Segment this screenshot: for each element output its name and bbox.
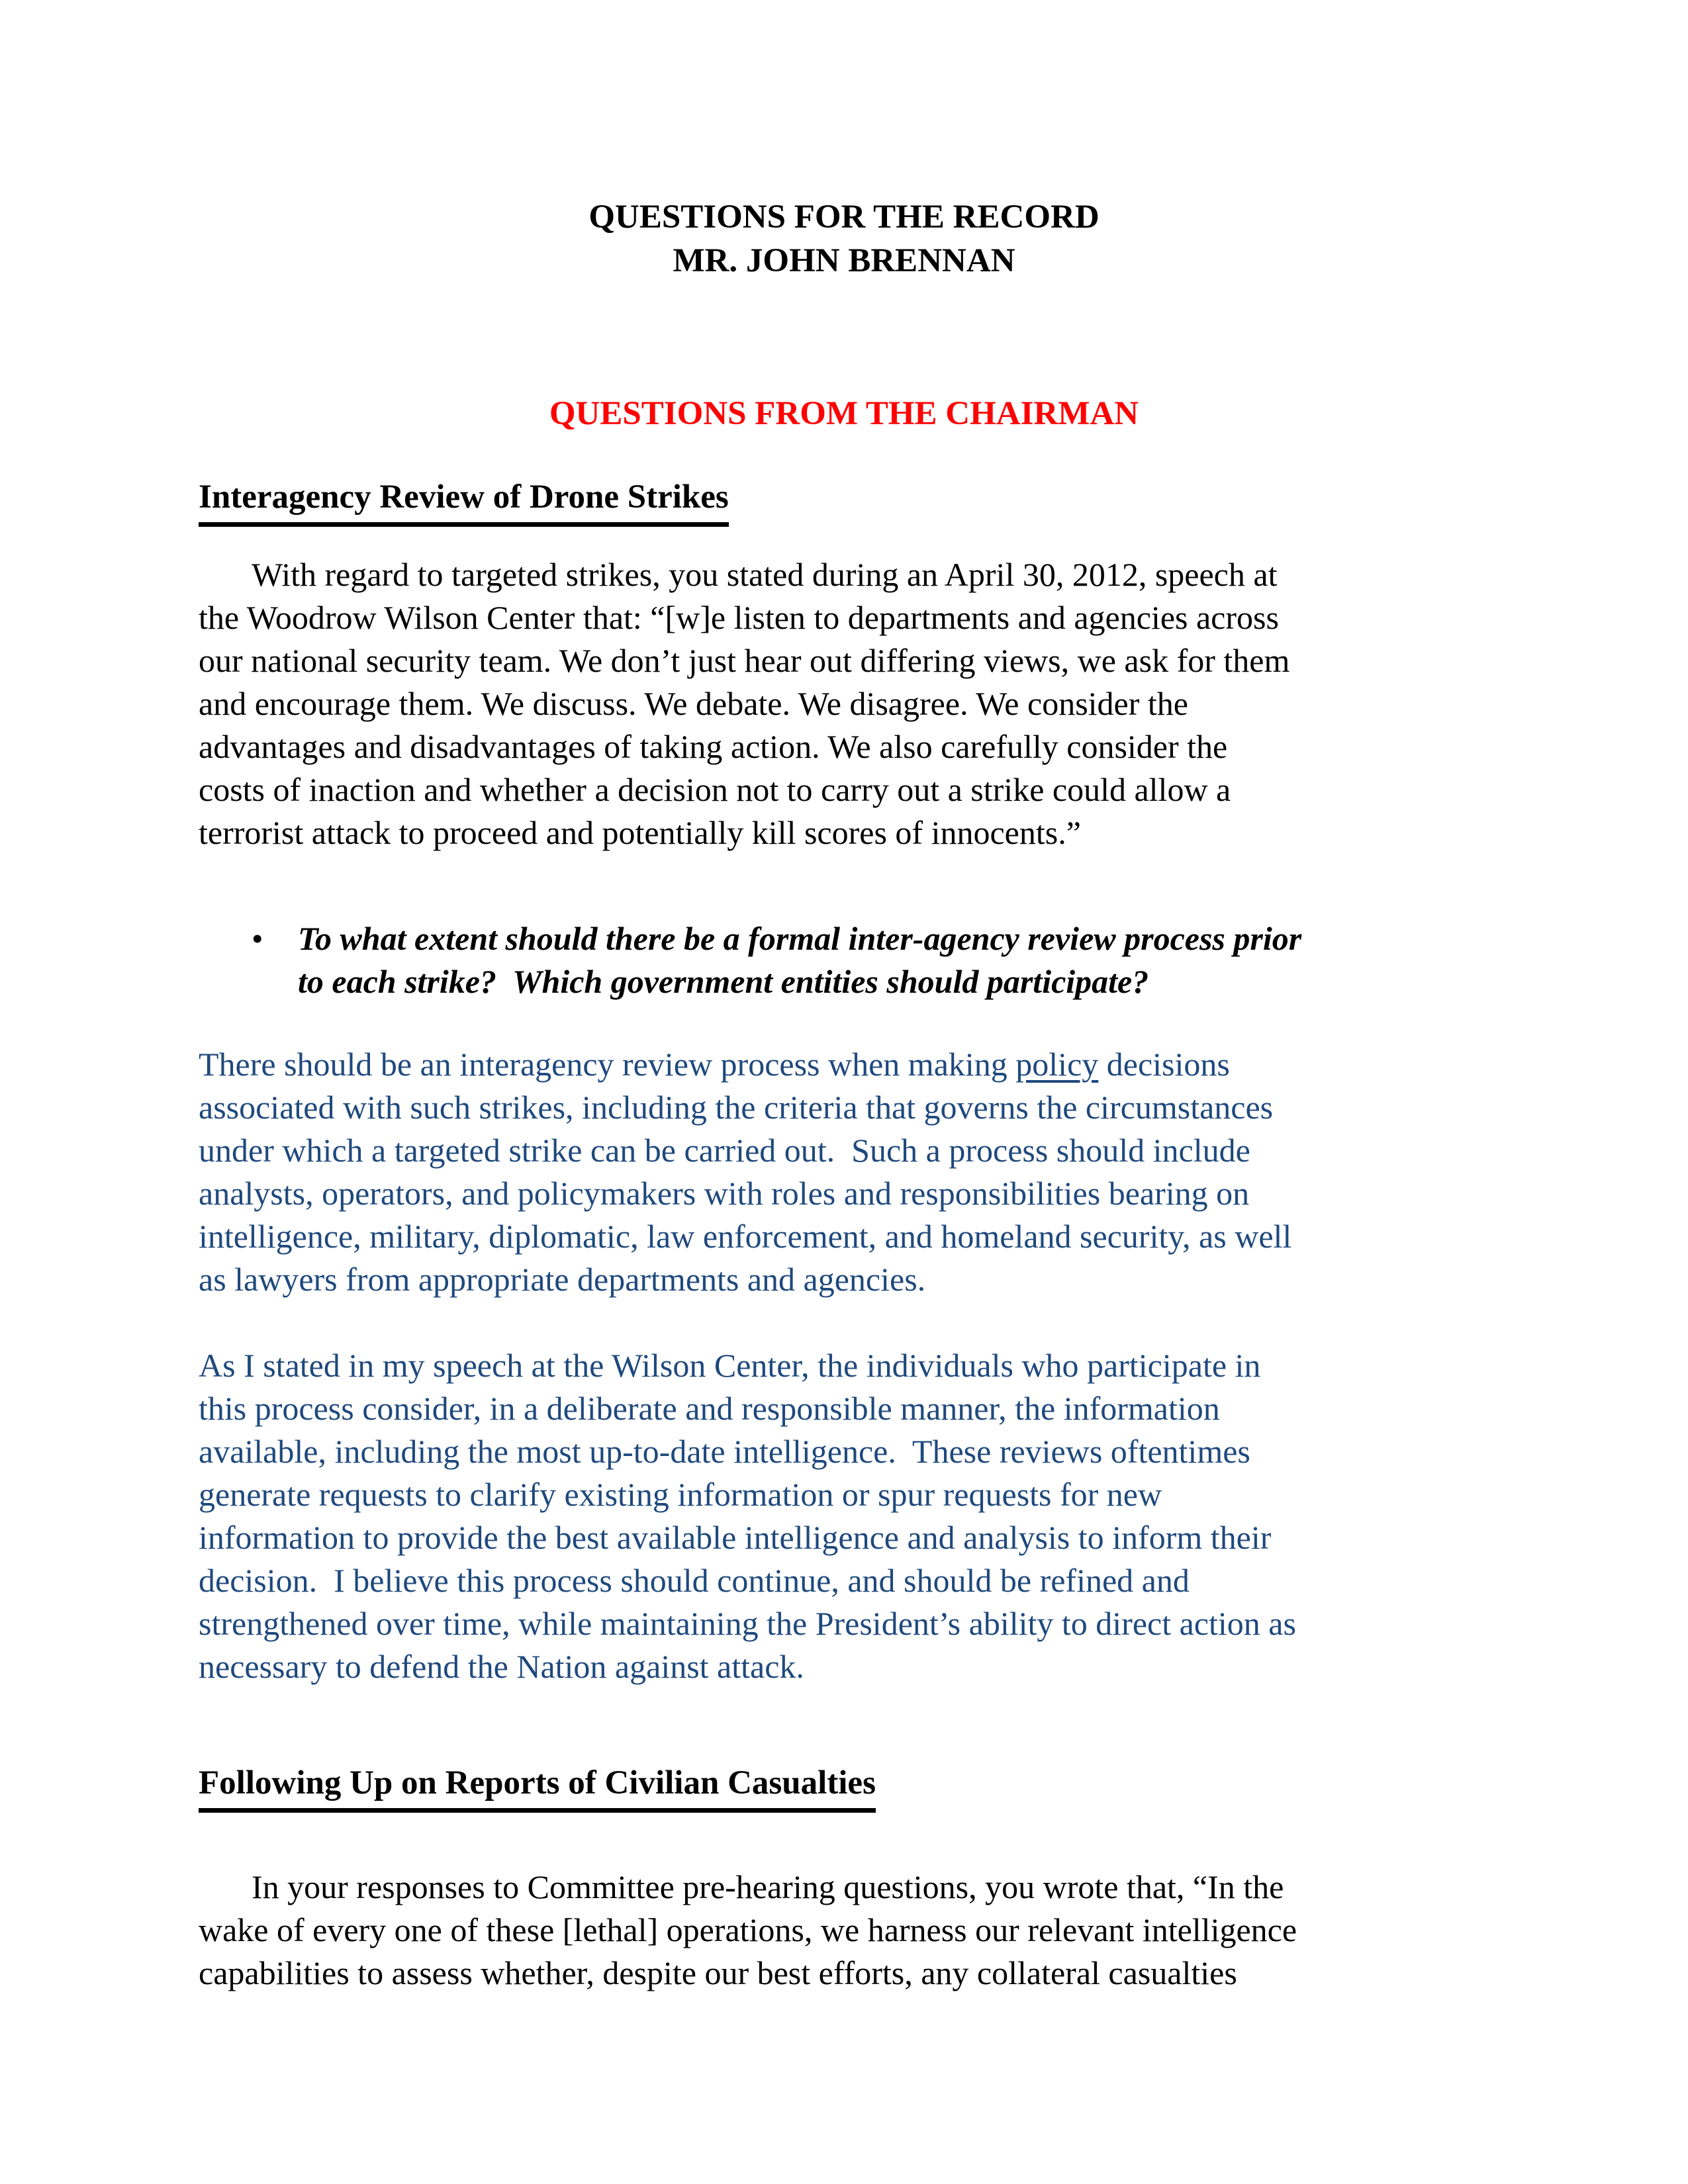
text-line: As I stated in my speech at the Wilson Center, the individuals who participate in [199,1347,1261,1384]
text-line: intelligence, military, diplomatic, law enforcement, and homeland security, as well [199,1218,1292,1255]
text-line: as lawyers from appropriate departments and agencies. [199,1261,926,1298]
answer-text-segment: decisions [1098,1046,1230,1083]
answer-text-segment: There should be an interagency review process when making [199,1046,1016,1083]
text-line: to each strike? Which government entities should participate? [298,963,1149,1000]
text-line: In your responses to Committee pre-hearing questions, you wrote that, “In the [252,1868,1284,1905]
text-line: our national security team. We don’t just hear out differing views, we ask for them [199,642,1290,679]
text-line: To what extent should there be a formal inter-agency review process prior [298,920,1302,957]
text-line: necessary to defend the Nation against attack. [199,1648,804,1685]
text-line: and encourage them. We discuss. We debate. We disagree. We consider the [199,685,1188,722]
bullet-question [252,917,1489,1003]
answer-paragraph-2 [199,1344,1489,1688]
document-title [199,195,1489,283]
text-line [199,1043,1489,1086]
answer-paragraph-1-rest [199,1086,1489,1301]
text-line: costs of inaction and whether a decision not to carry out a strike could allow a [199,771,1231,808]
text-line: under which a targeted strike can be carried out. Such a process should include [199,1132,1250,1169]
section1-heading-text: Interagency Review of Drone Strikes [199,475,729,527]
question-paragraph-1 [199,553,1489,854]
text-line: terrorist attack to proceed and potentially kill scores of innocents.” [199,814,1081,851]
text-line: wake of every one of these [lethal] operations, we harness our relevant intelligence [199,1911,1297,1948]
title-line-2: MR. JOHN BRENNAN [673,242,1015,279]
text-line: With regard to targeted strikes, you stated during an April 30, 2012, speech at [252,556,1278,593]
text-line: strengthened over time, while maintaining the President’s ability to direct action as [199,1605,1296,1642]
title-line-1: QUESTIONS FOR THE RECORD [588,199,1100,236]
text-line: capabilities to assess whether, despite our best efforts, any collateral casualties [199,1954,1237,1991]
text-line: analysts, operators, and policymakers with roles and responsibilities bearing on [199,1175,1250,1212]
text-line: information to provide the best available intelligence and analysis to inform their [199,1519,1272,1556]
section2-heading [199,1761,1489,1813]
text-line: generate requests to clarify existing information or spur requests for new [199,1476,1162,1513]
text-line: decision. I believe this process should continue, and should be refined and [199,1562,1190,1599]
text-line: advantages and disadvantages of taking action. We also carefully consider the [199,728,1228,765]
bullet-question-text [298,917,1301,1003]
text-line: this process consider, in a deliberate and responsible manner, the information [199,1390,1220,1427]
bullet-icon: • [252,920,263,957]
text-line: the Woodrow Wilson Center that: “[w]e listen to departments and agencies across [199,599,1279,636]
section1-heading [199,475,1489,527]
question-paragraph-2 [199,1866,1489,1995]
chairman-heading: QUESTIONS FROM THE CHAIRMAN [549,395,1139,432]
answer-paragraph-1 [199,1043,1489,1301]
text-line: available, including the most up-to-date intelligence. These reviews oftentimes [199,1433,1250,1470]
underlined-word: policy [1015,1046,1099,1083]
section2-heading-text: Following Up on Reports of Civilian Casualties [199,1761,876,1813]
text-line: associated with such strikes, including the criteria that governs the circumstances [199,1089,1274,1126]
